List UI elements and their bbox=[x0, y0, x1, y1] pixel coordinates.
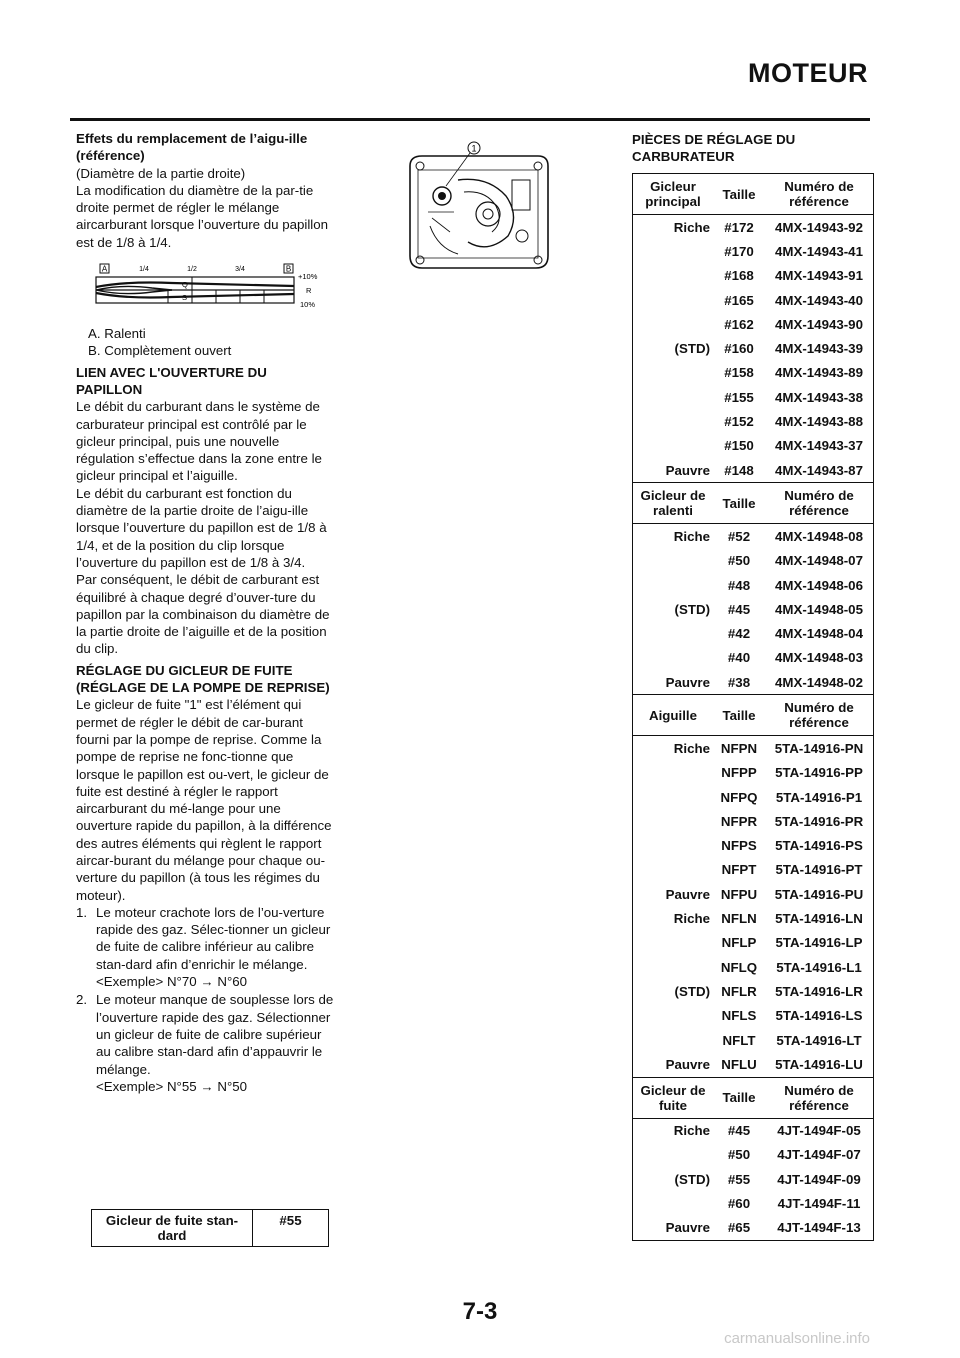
standard-leak-jet-table bbox=[91, 1209, 329, 1247]
column-header: Numéro de référence bbox=[765, 174, 874, 215]
table-row bbox=[633, 288, 874, 312]
part-number-cell: 4MX-14943-38 bbox=[775, 389, 863, 405]
mixture-cell bbox=[633, 385, 714, 409]
step-number: 1. bbox=[76, 904, 88, 920]
table-row bbox=[633, 906, 874, 930]
size-cell: #42 bbox=[727, 626, 751, 642]
mixture-cell bbox=[633, 1028, 714, 1052]
table-row bbox=[633, 834, 874, 858]
size-cell: #158 bbox=[724, 365, 754, 381]
table-row bbox=[633, 215, 874, 240]
table-header-row bbox=[633, 1077, 874, 1118]
mixture-cell bbox=[633, 809, 714, 833]
part-number-cell: 4MX-14948-05 bbox=[775, 601, 863, 617]
size-cell: NFLS bbox=[721, 1008, 757, 1024]
table-row bbox=[633, 458, 874, 483]
mixture-cell bbox=[633, 312, 714, 336]
table-row bbox=[633, 809, 874, 833]
mixture-cell: Riche bbox=[673, 911, 710, 927]
size-cell: #160 bbox=[724, 341, 754, 357]
mixture-cell bbox=[633, 409, 714, 433]
part-number-cell: 4MX-14943-88 bbox=[775, 414, 863, 430]
part-number-cell: 4MX-14948-03 bbox=[775, 650, 863, 666]
pct-plus: +10% bbox=[298, 272, 318, 282]
table-row bbox=[633, 385, 874, 409]
part-number-cell: 4MX-14943-39 bbox=[775, 341, 863, 357]
part-number-cell: 5TA-14916-PS bbox=[775, 838, 863, 854]
size-cell: #150 bbox=[724, 438, 754, 454]
right-column bbox=[632, 131, 877, 1241]
size-cell: #45 bbox=[727, 601, 751, 617]
part-number-cell: 4MX-14948-04 bbox=[775, 626, 863, 642]
diagram-legend bbox=[88, 325, 334, 360]
list-item bbox=[76, 991, 334, 1095]
table-row bbox=[633, 931, 874, 955]
table-row bbox=[633, 761, 874, 785]
label-a: A bbox=[101, 264, 108, 274]
table-row bbox=[633, 670, 874, 695]
column-header: Taille bbox=[713, 1077, 765, 1118]
part-number-cell: 4JT-1494F-13 bbox=[777, 1220, 861, 1236]
size-cell: #65 bbox=[727, 1220, 751, 1236]
part-number-cell: 4MX-14943-90 bbox=[775, 316, 863, 332]
size-cell: #162 bbox=[724, 316, 754, 332]
mixture-cell bbox=[633, 931, 714, 955]
size-cell: #155 bbox=[724, 389, 754, 405]
tick-three-quarter: 3/4 bbox=[235, 266, 245, 274]
table-row bbox=[633, 621, 874, 645]
part-number-cell: 5TA-14916-P1 bbox=[775, 789, 863, 805]
size-cell: NFPQ bbox=[720, 789, 758, 805]
heading-throttle-link: LIEN AVEC L'OUVERTURE DU PAPILLON bbox=[76, 364, 267, 397]
size-cell: NFLR bbox=[721, 983, 757, 999]
size-cell: NFLN bbox=[721, 911, 757, 927]
step-text: Le moteur manque de souplesse lors de l’ouverture rapide des gaz. Sélectionner un gicleur de fuite de calibre supérieur au calibre stan-dard afin d’appauvrir le mélange. bbox=[96, 992, 334, 1077]
mixture-cell: (STD) bbox=[674, 1171, 710, 1187]
table-row bbox=[633, 1167, 874, 1191]
mixture-cell: Pauvre bbox=[665, 674, 710, 690]
step-example: <Exemple> N°70 → N°60 bbox=[96, 974, 248, 990]
callout-1: 1 bbox=[471, 143, 477, 154]
part-number-cell: 4MX-14943-92 bbox=[775, 219, 863, 235]
table-row bbox=[633, 524, 874, 549]
std-value: #55 bbox=[253, 1210, 329, 1247]
column-header: Taille bbox=[713, 483, 765, 524]
part-number-cell: 5TA-14916-LU bbox=[775, 1056, 863, 1072]
part-number-cell: 4MX-14943-37 bbox=[775, 438, 863, 454]
part-number-cell: 5TA-14916-PR bbox=[774, 813, 864, 829]
steps-list bbox=[76, 904, 334, 1095]
header-rule bbox=[70, 118, 870, 121]
table-header-row bbox=[633, 483, 874, 524]
paragraph-needle-effect: La modification du diamètre de la par-tie droite permet de régler le mélange aircarburant lorsque l’ouverture du papillon est de 1/8 à 1/4. bbox=[76, 182, 329, 250]
part-number-cell: 4JT-1494F-07 bbox=[777, 1147, 861, 1163]
table-row bbox=[633, 1216, 874, 1241]
mark-r: R bbox=[306, 286, 312, 296]
mixture-cell bbox=[633, 264, 714, 288]
table-row bbox=[633, 1004, 874, 1028]
table-row bbox=[633, 979, 874, 1003]
size-cell: #50 bbox=[727, 553, 751, 569]
size-cell: #45 bbox=[727, 1123, 751, 1139]
size-cell: #165 bbox=[724, 292, 754, 308]
column-header: Numéro de référence bbox=[765, 483, 874, 524]
step-text: Le moteur crachote lors de l’ou-verture rapide des gaz. Sélec-tionner un gicleur de fuite de calibre inférieur au calibre stan-dard afin d’enrichir le mélange. bbox=[96, 904, 331, 972]
table-row bbox=[92, 1210, 329, 1247]
table-row bbox=[633, 312, 874, 336]
size-cell: #40 bbox=[727, 650, 751, 666]
part-number-cell: 4MX-14943-87 bbox=[775, 462, 863, 478]
part-number-cell: 4MX-14948-06 bbox=[775, 577, 863, 593]
size-cell: NFPU bbox=[720, 886, 758, 902]
mixture-cell bbox=[633, 785, 714, 809]
mixture-cell bbox=[633, 858, 714, 882]
mixture-cell bbox=[633, 621, 714, 645]
paragraph-leak-jet: Le gicleur de fuite "1" est l’élément qui permet de régler le débit de car-burant fourni par la pompe de reprise. Comme la pompe de reprise ne fonc-tionne que lorsque le papillon est ou-vert, le gicleur de fuite est destiné à régler le rapport aircarburant du mé-lange pour une ouverture rapide du papillon, à la différence des autres éléments qui règlent le rapport aircar-burant du mélange pour chaque ou-verture du papillon (à tous les régimes du moteur). bbox=[76, 697, 332, 903]
table-row bbox=[633, 597, 874, 621]
size-cell: NFLP bbox=[721, 935, 757, 951]
part-number-cell: 5TA-14916-LR bbox=[775, 983, 863, 999]
mixture-cell bbox=[633, 834, 714, 858]
size-cell: NFPS bbox=[721, 838, 757, 854]
part-number-cell: 5TA-14916-LP bbox=[775, 935, 863, 951]
table-row bbox=[633, 955, 874, 979]
table-row bbox=[633, 336, 874, 360]
part-number-cell: 5TA-14916-LT bbox=[776, 1032, 862, 1048]
list-item bbox=[76, 904, 334, 990]
mixture-cell bbox=[633, 239, 714, 263]
column-header: Numéro de référence bbox=[765, 1077, 874, 1118]
part-number-cell: 4MX-14943-91 bbox=[775, 268, 863, 284]
part-number-cell: 4MX-14943-40 bbox=[775, 292, 863, 308]
part-number-cell: 5TA-14916-PP bbox=[775, 765, 863, 781]
mixture-cell: Pauvre bbox=[665, 1056, 710, 1072]
mixture-cell: Pauvre bbox=[665, 1220, 710, 1236]
step-number: 2. bbox=[76, 992, 88, 1008]
size-cell: NFLQ bbox=[720, 959, 758, 975]
column-header: Gicleur de ralenti bbox=[633, 483, 714, 524]
std-label: Gicleur de fuite stan-dard bbox=[92, 1210, 253, 1247]
size-cell: #48 bbox=[727, 577, 751, 593]
size-cell: #60 bbox=[727, 1196, 751, 1212]
size-cell: #152 bbox=[724, 414, 754, 430]
table-row bbox=[633, 882, 874, 906]
legend-b: B. Complètement ouvert bbox=[88, 343, 232, 359]
part-number-cell: 5TA-14916-LN bbox=[775, 911, 863, 927]
mark-s: S bbox=[182, 293, 188, 303]
mixture-cell: Riche bbox=[673, 740, 710, 756]
column-header: Taille bbox=[713, 174, 765, 215]
mark-q: Q bbox=[182, 280, 188, 290]
step-example: <Exemple> N°55 → N°50 bbox=[96, 1078, 248, 1094]
paragraph-needle-note: (Diamètre de la partie droite) bbox=[76, 165, 246, 181]
table-header-row bbox=[633, 695, 874, 736]
size-cell: #38 bbox=[727, 674, 751, 690]
table-row bbox=[633, 1028, 874, 1052]
part-number-cell: 4JT-1494F-11 bbox=[777, 1196, 861, 1212]
table-row bbox=[633, 434, 874, 458]
needle-diagram bbox=[92, 259, 342, 319]
page-number: 7-3 bbox=[462, 1298, 498, 1325]
size-cell: NFPR bbox=[720, 813, 758, 829]
size-cell: NFLT bbox=[722, 1032, 756, 1048]
size-cell: #55 bbox=[727, 1171, 751, 1187]
table-row bbox=[633, 1118, 874, 1143]
part-number-cell: 5TA-14916-LS bbox=[775, 1008, 863, 1024]
page-title: MOTEUR bbox=[748, 58, 868, 88]
mixture-cell bbox=[633, 1143, 714, 1167]
column-header: Numéro de référence bbox=[765, 695, 874, 736]
table-row bbox=[633, 646, 874, 670]
mixture-cell bbox=[633, 955, 714, 979]
mixture-cell: Pauvre bbox=[665, 462, 710, 478]
part-number-cell: 4JT-1494F-09 bbox=[777, 1171, 861, 1187]
table-row bbox=[633, 1143, 874, 1167]
part-number-cell: 5TA-14916-L1 bbox=[776, 959, 862, 975]
table-row bbox=[633, 1052, 874, 1077]
column-header: Taille bbox=[713, 695, 765, 736]
tick-half: 1/2 bbox=[187, 266, 197, 274]
table-header-row bbox=[633, 174, 874, 215]
table-row bbox=[633, 361, 874, 385]
mixture-cell bbox=[633, 1191, 714, 1215]
table-row bbox=[633, 573, 874, 597]
tick-quarter: 1/4 bbox=[139, 266, 149, 274]
part-number-cell: 5TA-14916-PN bbox=[774, 740, 864, 756]
part-number-cell: 4MX-14943-89 bbox=[775, 365, 863, 381]
size-cell: #52 bbox=[727, 528, 751, 544]
watermark: carmanualsonline.info bbox=[724, 1330, 870, 1347]
column-header: Gicleur principal bbox=[633, 174, 714, 215]
heading-carb-parts: PIÈCES DE RÉGLAGE DU CARBURATEUR bbox=[632, 132, 796, 164]
carb-parts-table bbox=[632, 173, 874, 1241]
size-cell: NFPT bbox=[721, 862, 757, 878]
mixture-cell: (STD) bbox=[674, 983, 710, 999]
heading-leak-jet: RÉGLAGE DU GICLEUR DE FUITE (RÉGLAGE DE LA POMPE DE REPRISE) bbox=[76, 662, 330, 696]
table-row bbox=[633, 409, 874, 433]
mixture-cell bbox=[633, 1004, 714, 1028]
mixture-cell bbox=[633, 646, 714, 670]
paragraph-throttle-2: Le débit du carburant est fonction du diamètre de la partie droite de l’aigu-ille lorsque l’ouverture du papillon est de 1/8 à 1/4, et de la position du clip lorsque l’ouverture du papillon est de 1/8 à 3/4. bbox=[76, 485, 327, 570]
paragraph-throttle-3: Par conséquent, le débit de carburant est équilibré à chaque degré d’ouver-ture du papillon par la combinaison du diamètre de la partie droite de l’aiguille et de la position du clip. bbox=[76, 572, 330, 657]
part-number-cell: 4MX-14948-08 bbox=[775, 528, 863, 544]
mixture-cell bbox=[633, 434, 714, 458]
pct-minus: 10% bbox=[300, 300, 316, 310]
table-row bbox=[633, 736, 874, 761]
mixture-cell bbox=[633, 761, 714, 785]
table-row bbox=[633, 1191, 874, 1215]
size-cell: #172 bbox=[724, 219, 754, 235]
column-header: Aiguille bbox=[633, 695, 714, 736]
mixture-cell: (STD) bbox=[674, 341, 710, 357]
size-cell: NFLU bbox=[721, 1056, 757, 1072]
size-cell: #50 bbox=[727, 1147, 751, 1163]
legend-a: A. Ralenti bbox=[88, 326, 146, 342]
size-cell: NFPP bbox=[721, 765, 757, 781]
heading-needle-effect: Effets du remplacement de l’aigu-ille (référence) bbox=[76, 131, 308, 164]
table-row bbox=[633, 858, 874, 882]
table-row bbox=[633, 264, 874, 288]
part-number-cell: 4MX-14948-02 bbox=[775, 674, 863, 690]
carburetor-illustration bbox=[388, 136, 568, 276]
label-b: B bbox=[285, 264, 292, 274]
size-cell: #168 bbox=[724, 268, 754, 284]
paragraph-throttle-1: Le débit du carburant dans le système de carburateur principal est contrôlé par le gicleur principal, puis une nouvelle régulation s’effectue dans la zone entre le gicleur principal et l’aiguille. bbox=[76, 399, 322, 484]
mixture-cell: Riche bbox=[673, 528, 710, 544]
mixture-cell bbox=[633, 549, 714, 573]
part-number-cell: 4MX-14943-41 bbox=[775, 243, 863, 259]
size-cell: NFPN bbox=[720, 740, 758, 756]
part-number-cell: 4MX-14948-07 bbox=[775, 553, 863, 569]
size-cell: #148 bbox=[724, 462, 754, 478]
mixture-cell bbox=[633, 288, 714, 312]
size-cell: #170 bbox=[724, 243, 754, 259]
mixture-cell: Pauvre bbox=[665, 886, 710, 902]
mixture-cell bbox=[633, 573, 714, 597]
part-number-cell: 4JT-1494F-05 bbox=[777, 1123, 861, 1139]
left-column bbox=[76, 130, 334, 1096]
column-header: Gicleur de fuite bbox=[633, 1077, 714, 1118]
mixture-cell: Riche bbox=[673, 219, 710, 235]
table-row bbox=[633, 239, 874, 263]
table-row bbox=[633, 549, 874, 573]
mixture-cell: (STD) bbox=[674, 601, 710, 617]
table-row bbox=[633, 785, 874, 809]
mixture-cell bbox=[633, 361, 714, 385]
mixture-cell: Riche bbox=[673, 1123, 710, 1139]
part-number-cell: 5TA-14916-PU bbox=[774, 886, 864, 902]
part-number-cell: 5TA-14916-PT bbox=[775, 862, 863, 878]
